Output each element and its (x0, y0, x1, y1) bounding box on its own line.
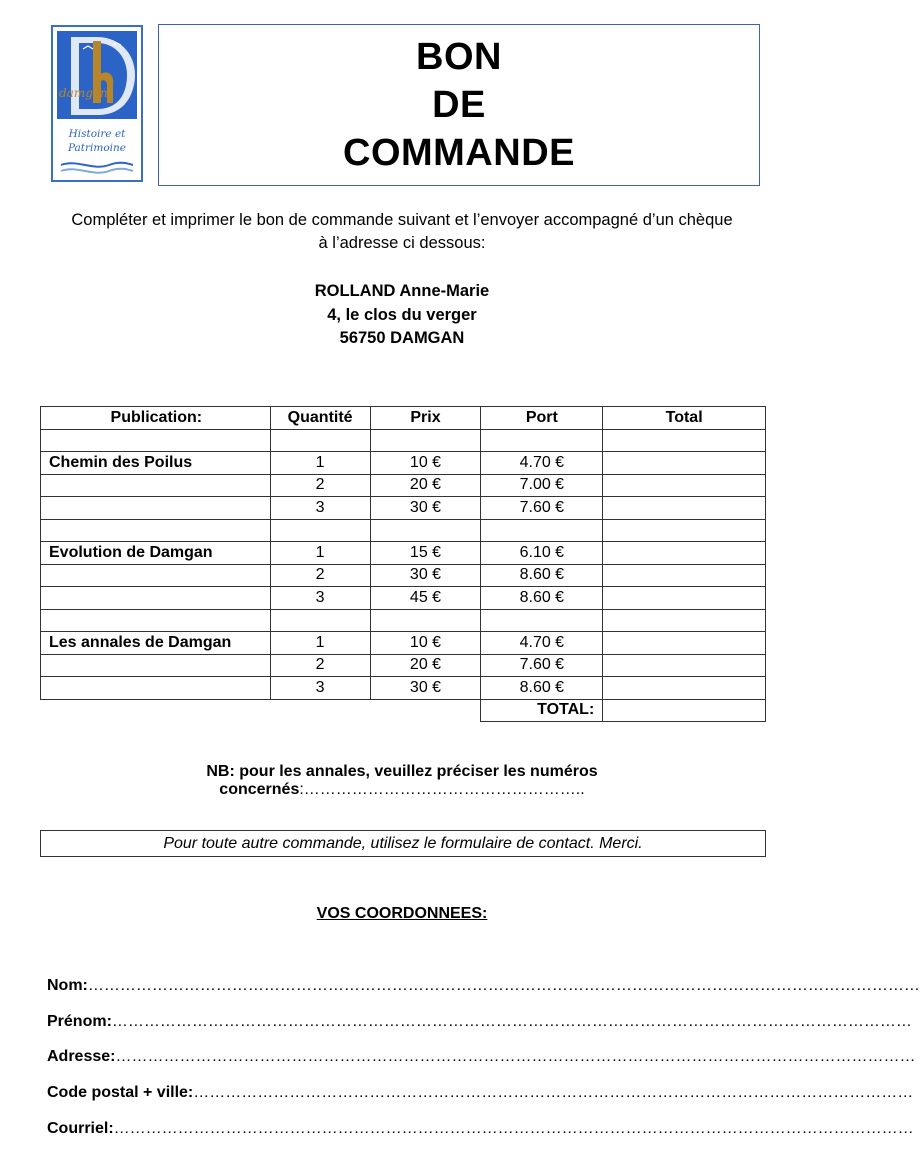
port-cell: 6.10 € (481, 542, 603, 565)
field-label: Code postal + ville: (47, 1084, 194, 1101)
field-dots[interactable]: ………………………………………………………………………………………………………………………………………… (87, 977, 920, 994)
header-port: Port (481, 407, 603, 430)
total-cell[interactable] (603, 474, 766, 497)
address-name: ROLLAND Anne-Marie (314, 282, 490, 300)
quantity-cell: 3 (270, 587, 370, 610)
price-cell: 10 € (370, 632, 481, 655)
header-publication: Publication: (41, 407, 271, 430)
field-prenom[interactable] (47, 1013, 912, 1031)
publication-cell (41, 677, 271, 700)
total-cell[interactable] (603, 564, 766, 587)
price-cell: 15 € (370, 542, 481, 565)
port-cell (481, 609, 603, 632)
total-cell[interactable] (603, 609, 766, 632)
logo-emblem-icon (53, 27, 141, 180)
port-cell: 4.70 € (481, 632, 603, 655)
total-cell[interactable] (603, 497, 766, 520)
field-nom[interactable] (47, 977, 920, 995)
quantity-cell: 1 (270, 632, 370, 655)
port-cell: 7.60 € (481, 497, 603, 520)
publication-cell (41, 587, 271, 610)
publication-cell (41, 429, 271, 452)
address-street: 4, le clos du verger (327, 305, 477, 324)
intro-line-2: à l’adresse ci dessous: (318, 234, 486, 252)
publication-cell (41, 654, 271, 677)
grand-total-cell[interactable] (603, 699, 766, 722)
table-row (41, 452, 766, 475)
publication-cell: Evolution de Damgan (41, 542, 271, 565)
quantity-cell (270, 519, 370, 542)
field-label: Adresse: (47, 1048, 116, 1065)
field-label: Prénom: (47, 1013, 112, 1030)
port-cell: 8.60 € (481, 587, 603, 610)
header-quantity: Quantité (270, 407, 370, 430)
header-price: Prix (370, 407, 481, 430)
field-dots[interactable]: …………………………………………………………………………………………………………………………………… (113, 1120, 914, 1137)
table-row (41, 519, 766, 542)
table-row (41, 587, 766, 610)
total-cell[interactable] (603, 452, 766, 475)
publication-cell (41, 474, 271, 497)
nb-label: NB: pour les annales, veuillez préciser les numéros concernés (206, 763, 598, 798)
total-cell[interactable] (603, 654, 766, 677)
price-cell: 45 € (370, 587, 481, 610)
quantity-cell: 1 (270, 452, 370, 475)
table-header-row (41, 407, 766, 430)
total-cell[interactable] (603, 677, 766, 700)
port-cell: 8.60 € (481, 564, 603, 587)
price-cell: 30 € (370, 497, 481, 520)
field-dots[interactable]: …………………………………………………………………………………………………………………………………… (111, 1013, 912, 1030)
price-cell: 30 € (370, 677, 481, 700)
quantity-cell: 3 (270, 497, 370, 520)
total-cell[interactable] (603, 519, 766, 542)
field-dots[interactable]: …………………………………………………………………………………………………………………………………… (115, 1048, 916, 1065)
field-code-postal-ville[interactable] (47, 1084, 914, 1102)
quantity-cell: 2 (270, 474, 370, 497)
quantity-cell: 2 (270, 654, 370, 677)
total-cell[interactable] (603, 632, 766, 655)
order-table-body (41, 429, 766, 699)
field-label: Nom: (47, 977, 88, 994)
title-line-1: BON (416, 36, 502, 78)
field-courriel[interactable] (47, 1120, 914, 1138)
table-row (41, 474, 766, 497)
port-cell: 4.70 € (481, 452, 603, 475)
nb-fill-line[interactable]: :…………………………………………….. (299, 781, 585, 798)
table-row (41, 429, 766, 452)
publication-cell (41, 519, 271, 542)
coordinates-title: VOS COORDONNEES: (316, 905, 488, 922)
port-cell: 8.60 € (481, 677, 603, 700)
port-cell (481, 429, 603, 452)
empty-cell (270, 699, 370, 722)
total-row (41, 699, 766, 722)
address-city: 56750 DAMGAN (339, 329, 465, 347)
logo-tagline-2: Patrimoine (67, 142, 127, 154)
publication-cell: Chemin des Poilus (41, 452, 271, 475)
price-cell: 20 € (370, 474, 481, 497)
price-cell: 20 € (370, 654, 481, 677)
page-title (158, 24, 760, 186)
publication-cell (41, 497, 271, 520)
price-cell (370, 519, 481, 542)
table-row (41, 497, 766, 520)
publication-cell: Les annales de Damgan (41, 632, 271, 655)
empty-cell (370, 699, 481, 722)
total-cell[interactable] (603, 542, 766, 565)
order-table (40, 406, 766, 722)
quantity-cell (270, 429, 370, 452)
total-label: TOTAL: (481, 699, 603, 722)
field-adresse[interactable] (47, 1048, 916, 1066)
price-cell: 30 € (370, 564, 481, 587)
price-cell (370, 429, 481, 452)
quantity-cell: 1 (270, 542, 370, 565)
title-line-2: DE (432, 84, 486, 126)
intro-text (40, 209, 764, 255)
title-line-3: COMMANDE (343, 132, 575, 174)
table-row (41, 654, 766, 677)
publication-cell (41, 609, 271, 632)
intro-line-1: Compléter et imprimer le bon de commande suivant et l’envoyer accompagné d’un chèque (71, 211, 733, 229)
quantity-cell: 2 (270, 564, 370, 587)
table-row (41, 564, 766, 587)
table-row (41, 609, 766, 632)
price-cell (370, 609, 481, 632)
port-cell: 7.60 € (481, 654, 603, 677)
price-cell: 10 € (370, 452, 481, 475)
field-label: Courriel: (47, 1120, 114, 1137)
nb-note (40, 763, 764, 799)
table-row (41, 677, 766, 700)
logo-tagline-1: Histoire et (68, 128, 126, 140)
empty-cell (41, 699, 271, 722)
port-cell (481, 519, 603, 542)
logo-brand-text: damgan (59, 86, 108, 100)
mailing-address (40, 280, 764, 351)
port-cell: 7.00 € (481, 474, 603, 497)
contact-note: Pour toute autre commande, utilisez le formulaire de contact. Merci. (40, 830, 766, 857)
table-row (41, 542, 766, 565)
field-dots[interactable]: ……………………………………………………………………………………………………………………… (193, 1084, 914, 1101)
total-cell[interactable] (603, 429, 766, 452)
total-cell[interactable] (603, 587, 766, 610)
publication-cell (41, 564, 271, 587)
table-row (41, 632, 766, 655)
quantity-cell (270, 609, 370, 632)
logo (51, 25, 143, 182)
header-total: Total (603, 407, 766, 430)
quantity-cell: 3 (270, 677, 370, 700)
